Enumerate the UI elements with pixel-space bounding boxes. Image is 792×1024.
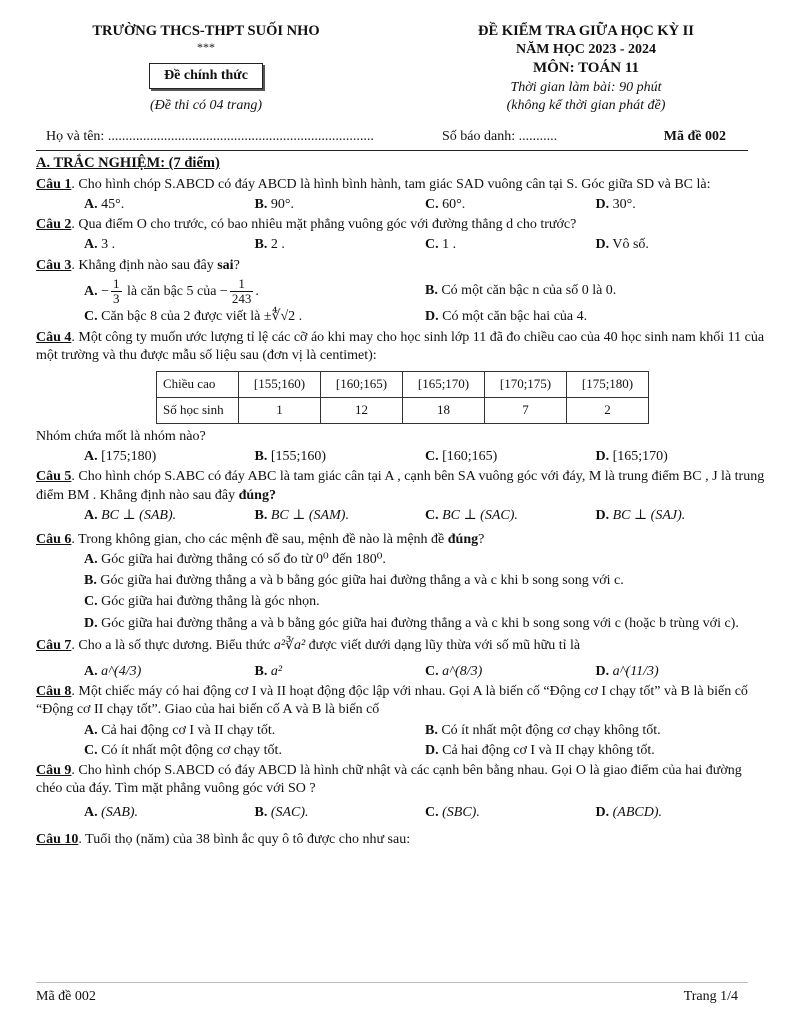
question-label: Câu 10 [36,831,79,847]
question-7-options [36,663,766,681]
question-5: Câu 5. Cho hình chóp S.ABC có đáy ABC là tam giác cân tại A , cạnh bên SA vuông góc với đáy, M là trung điểm BC , J là trung điểm BM . Khẳng định nào sau đây đúng? [36,469,765,503]
option-d: D. Cả hai động cơ I và II chạy không tốt. [425,742,655,758]
question-3-options-row2 [36,308,766,326]
question-label: Câu 3 [36,257,72,273]
student-id-field: Số báo danh: ........... [442,129,558,144]
question-text: . Một công ty muốn ước lượng tỉ lệ các cỡ áo khi may cho học sinh lớp 11 đã đo chiều cao của 40 học sinh nam khối 11 của một trường và thu được mẫu số liệu sau (đơn vị là centimet): [36,329,765,363]
exam-time: Thời gian làm bài: 90 phút [510,79,662,95]
page-number: Trang 1/4 [683,989,738,1004]
question-10 [36,831,766,849]
option-d: D. Vô số. [595,237,649,253]
exam-info-block [416,22,756,115]
exam-code: Mã đề 002 [663,129,726,144]
question-text: . Tuổi thọ (năm) của 38 bình ắc quy ô tô được cho như sau: [78,831,411,847]
question-6-options [36,551,766,633]
table-header-cell: Chiều cao [157,371,239,397]
option-c: C. Góc giữa hai đường thẳng là góc nhọn. [84,594,320,610]
question-9-options [36,804,766,822]
question-4-prompt: Nhóm chứa mốt là nhóm nào? [36,428,206,444]
question-text: . Một chiếc máy có hai động cơ I và II hoạt động độc lập với nhau. Gọi A là biến cố “Động cơ I chạy tốt” và B là biến cố “Động cơ II chạy tốt”. Giao của hai biến cố A và B là biến cố [36,684,748,718]
question-label: Câu 4 [36,329,72,345]
question-4 [36,329,766,365]
question-text: . Cho hình chóp S.ABCD có đáy ABCD là hình bình hành, tam giác SAD vuông cân tại S. Góc giữa SD và BC là: [71,176,711,192]
student-name-field: Họ và tên: ............................................................................ [46,129,374,144]
table-cell: [165;170) [403,371,485,397]
question-9 [36,762,766,798]
option-a: A. BC ⊥ (SAB). [84,507,177,523]
question-6: Câu 6. Trong không gian, cho các mệnh đề sau, mệnh đề nào là mệnh đề đúng? [36,531,485,547]
table-row [157,371,649,397]
exam-time-note: (không kể thời gian phát đề) [506,97,666,113]
question-2-options [36,236,766,254]
section-a-title: A. TRẮC NGHIỆM: (7 điểm) [36,155,220,171]
footer-exam-code: Mã đề 002 [36,989,96,1004]
question-label: Câu 8 [36,684,72,700]
question-label: Câu 1 [36,176,72,192]
option-d: D. (ABCD). [595,805,663,821]
question-8-options-row2 [36,742,766,760]
option-b: B. Có một căn bậc n của số 0 là 0. [425,283,617,299]
question-7: Câu 7. Cho a là số thực dương. Biểu thức a²∛a² được viết dưới dạng lũy thừa với số mũ hữu tỉ là [36,637,581,653]
option-b: B. Có ít nhất một động cơ chạy không tốt. [425,722,661,738]
question-3: Câu 3. Khẳng định nào sau đây sai? [36,257,240,273]
question-label: Câu 9 [36,762,72,778]
option-a: A. 45°. [84,197,125,213]
option-c: C. Có ít nhất một động cơ chạy tốt. [84,742,282,758]
question-2 [36,216,766,234]
option-b: B. 2 . [254,237,285,253]
option-d: D. Góc giữa hai đường thẳng a và b bằng góc giữa hai đường thẳng a và c khi b song song với c (hoặc b trùng với c). [84,615,739,631]
exam-title: ĐỀ KIỂM TRA GIỮA HỌC KỲ II [478,23,694,39]
table-cell: 7 [485,397,567,423]
option-c: C. 1 . [425,237,457,253]
option-a: A. (SAB). [84,805,139,821]
option-b: B. (SAC). [254,805,309,821]
question-label: Câu 6 [36,531,72,547]
exam-content [36,154,766,849]
pages-note: (Đề thi có 04 trang) [150,98,262,114]
school-name: TRƯỜNG THCS-THPT SUỐI NHO [92,23,320,39]
option-a: A. Góc giữa hai đường thẳng có số đo từ 0⁰ đến 180⁰. [84,552,386,568]
header-divider [36,150,748,151]
option-b: B. a² [254,664,283,679]
option-b: B. Góc giữa hai đường thẳng a và b bằng góc giữa hai đường thẳng a và c khi b song song với c. [84,573,624,589]
table-cell: 2 [567,397,649,423]
official-badge: Đề chính thức [149,63,263,89]
question-label: Câu 2 [36,217,72,233]
question-label: Câu 5 [36,469,72,485]
table-row [157,397,649,423]
option-a: A. a^(4/3) [84,664,142,679]
option-c: C. a^(8/3) [425,664,483,679]
option-d: D. Có một căn bậc hai của 4. [425,309,588,325]
exam-subject: MÔN: TOÁN 11 [532,60,640,77]
height-data-table [156,371,649,424]
question-3-options-row1 [36,277,766,307]
option-a: A. [175;180) [84,449,157,465]
question-1-options [36,196,766,214]
question-8 [36,683,766,719]
table-cell: 12 [321,397,403,423]
table-cell: [160;165) [321,371,403,397]
option-d: D. BC ⊥ (SAJ). [595,507,686,523]
question-5-options [36,507,766,525]
question-label: Câu 7 [36,637,72,653]
option-c: C. (SBC). [425,805,480,821]
question-text: . Qua điểm O cho trước, có bao nhiêu mặt phẳng vuông góc với đường thẳng d cho trước? [71,217,577,233]
option-a: A. Cả hai động cơ I và II chạy tốt. [84,722,276,738]
option-c: C. Căn bậc 8 của 2 được viết là ±∜√2 . [84,309,303,325]
fraction: $\frac{1}{243}$ [231,275,252,307]
option-c: C. 60°. [425,197,466,213]
table-cell: [175;180) [567,371,649,397]
exam-header [36,22,756,122]
option-c: C. BC ⊥ (SAC). [425,507,518,523]
exam-year: NĂM HỌC 2023 - 2024 [516,41,656,57]
table-cell: 18 [403,397,485,423]
question-8-options-row1 [36,722,766,740]
fraction: $\frac{1}{3}$ [113,275,120,307]
option-a: A. 3 . [84,237,116,253]
table-cell: [155;160) [239,371,321,397]
student-info-row [46,128,746,148]
question-text: . Cho hình chóp S.ABCD có đáy ABCD là hình chữ nhật và các cạnh bên bằng nhau. Gọi O là giao điểm của hai đường chéo của đáy. Tìm mặt phẳng vuông góc với SO ? [36,762,742,797]
math-expression: a²∛a² [273,637,306,653]
option-b: B. [155;160) [254,449,327,465]
option-d: D. [165;170) [595,449,668,465]
option-b: B. BC ⊥ (SAM). [254,507,349,523]
question-4-options [36,448,766,466]
footer-divider [36,982,748,983]
school-block [36,22,376,115]
option-a: A. − $\frac{1}{3}$ là căn bậc 5 của − $\frac{1}{243}$ . [84,275,259,307]
option-d: D. a^(11/3) [595,664,659,679]
stars-decoration: *** [197,39,215,54]
table-cell: 1 [239,397,321,423]
option-d: D. 30°. [595,197,636,213]
table-header-cell: Số học sinh [157,397,239,423]
question-1 [36,176,766,194]
option-b: B. 90°. [254,197,294,213]
table-cell: [170;175) [485,371,567,397]
option-c: C. [160;165) [425,449,498,465]
